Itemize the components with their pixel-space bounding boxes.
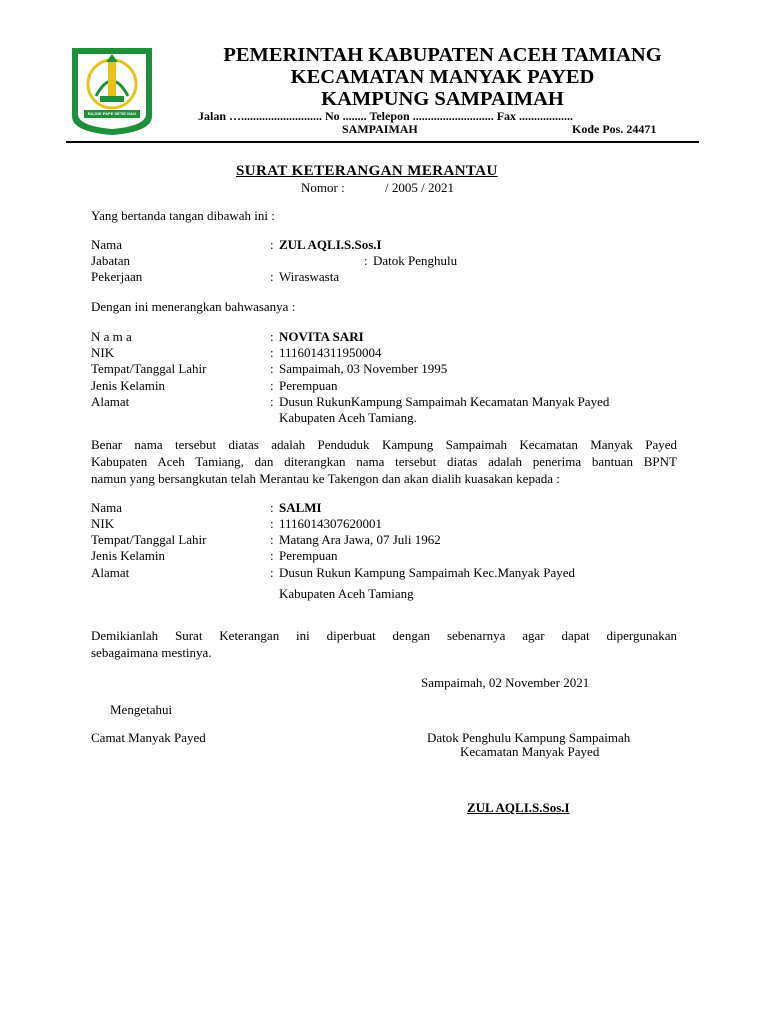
p2-gender-label: Jenis Kelamin bbox=[91, 548, 166, 563]
p1-gender-sep: : bbox=[270, 378, 274, 393]
signer-job-sep: : bbox=[270, 269, 274, 284]
signer-name-value: ZUL AQLI.S.Sos.I bbox=[279, 237, 382, 252]
p1-address-value: Dusun RukunKampung Sampaimah Kecamatan Manyak Payed bbox=[279, 394, 610, 409]
p1-gender-label: Jenis Kelamin bbox=[91, 378, 166, 393]
p1-gender-value: Perempuan bbox=[279, 378, 338, 393]
signer-position-label: Jabatan bbox=[91, 253, 130, 268]
p2-nik-value: 1116014307620001 bbox=[279, 516, 383, 531]
header-address-line: Jalan …........................... No ........ Telepon ........................... Fax .................. bbox=[198, 109, 574, 123]
p1-birth-sep: : bbox=[270, 361, 274, 376]
header-line-1: PEMERINTAH KABUPATEN ACEH TAMIANG bbox=[223, 44, 662, 66]
header-line-3: KAMPUNG SAMPAIMAH bbox=[321, 88, 564, 110]
p2-nik-label: NIK bbox=[91, 516, 115, 531]
p1-name-sep: : bbox=[270, 329, 274, 344]
signer-job-label: Pekerjaan bbox=[91, 269, 143, 284]
signer-position-sep: : bbox=[364, 253, 368, 268]
intro-text: Yang bertanda tangan dibawah ini : bbox=[91, 208, 275, 223]
p2-gender-value: Perempuan bbox=[279, 548, 338, 563]
signer-job-value: Wiraswasta bbox=[279, 269, 340, 284]
header-line-2: KECAMATAN MANYAK PAYED bbox=[290, 66, 595, 88]
p2-address-line2: Kabupaten Aceh Tamiang bbox=[279, 586, 414, 601]
p2-address-value: Dusun Rukun Kampung Sampaimah Kec.Manyak Payed bbox=[279, 565, 576, 580]
p2-birth-label: Tempat/Tanggal Lahir bbox=[91, 532, 207, 547]
header-divider bbox=[66, 141, 699, 143]
header-city: SAMPAIMAH bbox=[342, 122, 418, 136]
closing-line-1: Demikianlah Surat Keterangan ini diperbuat dengan sebenarnya agar dapat dipergunakan bbox=[91, 628, 677, 643]
signer-name-label: Nama bbox=[91, 237, 123, 252]
p1-birth-label: Tempat/Tanggal Lahir bbox=[91, 361, 207, 376]
p2-birth-sep: : bbox=[270, 532, 274, 547]
place-date: Sampaimah, 02 November 2021 bbox=[421, 675, 590, 690]
p1-address-sep: : bbox=[270, 394, 274, 409]
signer-name-sep: : bbox=[270, 237, 274, 252]
left-signatory-title: Camat Manyak Payed bbox=[91, 730, 206, 745]
p2-gender-sep: : bbox=[270, 548, 274, 563]
para1-line-1: Benar nama tersebut diatas adalah Penduduk Kampung Sampaimah Kecamatan Manyak Payed bbox=[91, 437, 677, 452]
signer-position-value: Datok Penghulu bbox=[373, 253, 458, 268]
p1-address-label: Alamat bbox=[91, 394, 130, 409]
number-value: / 2005 / 2021 bbox=[385, 180, 454, 195]
p2-name-label: Nama bbox=[91, 500, 123, 515]
closing-line-2: sebagaimana mestinya. bbox=[91, 645, 212, 660]
para1-line-2: Kabupaten Aceh Tamiang, dan diterangkan nama tersebut diatas adalah penerima bantuan BPNT bbox=[91, 454, 677, 469]
p2-birth-value: Matang Ara Jawa, 07 Juli 1962 bbox=[279, 532, 441, 547]
p2-address-sep: : bbox=[270, 565, 274, 580]
right-signatory-title-1: Datok Penghulu Kampung Sampaimah bbox=[427, 730, 631, 745]
p1-nik-sep: : bbox=[270, 345, 274, 360]
p2-name-value: SALMI bbox=[279, 500, 322, 515]
regency-logo bbox=[66, 46, 158, 136]
number-label: Nomor : bbox=[301, 180, 345, 195]
p1-nik-label: NIK bbox=[91, 345, 115, 360]
p1-nik-value: 1116014311950004 bbox=[279, 345, 382, 360]
p1-address-line2: Kabupaten Aceh Tamiang. bbox=[279, 410, 417, 425]
right-signatory-title-2: Kecamatan Manyak Payed bbox=[460, 744, 600, 759]
declare-text: Dengan ini menerangkan bahwasanya : bbox=[91, 299, 296, 314]
p1-name-value: NOVITA SARI bbox=[279, 329, 364, 344]
acknowledged-label: Mengetahui bbox=[110, 702, 173, 717]
signatory-name: ZUL AQLI.S.Sos.I bbox=[467, 800, 570, 815]
p2-address-label: Alamat bbox=[91, 565, 130, 580]
para1-line-3: namun yang bersangkutan telah Merantau ke Takengon dan akan dialih kuasakan kepada : bbox=[91, 471, 560, 486]
logo-motto: RAJOE PAPE SETIE NAO bbox=[87, 111, 137, 116]
header-postcode: Kode Pos. 24471 bbox=[572, 122, 657, 136]
p1-name-label: N a m a bbox=[91, 329, 132, 344]
p2-name-sep: : bbox=[270, 500, 274, 515]
letter-title: SURAT KETERANGAN MERANTAU bbox=[236, 163, 498, 179]
p2-nik-sep: : bbox=[270, 516, 274, 531]
p1-birth-value: Sampaimah, 03 November 1995 bbox=[279, 361, 448, 376]
